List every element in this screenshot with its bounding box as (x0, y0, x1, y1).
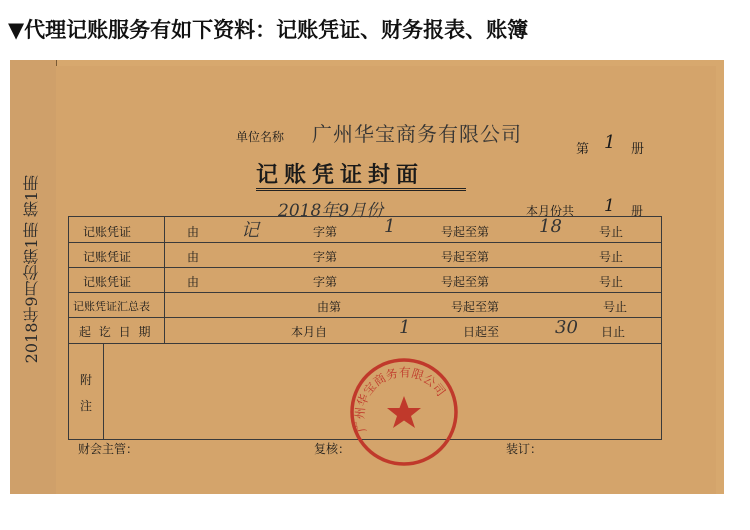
volume-label: 第 (576, 142, 590, 157)
voucher-cover-photo (10, 60, 724, 494)
table-row (69, 317, 661, 344)
row-from: 由第 (317, 300, 342, 314)
unit-name-label: 单位名称 (236, 130, 285, 144)
row-from: 由 (187, 275, 200, 289)
cover-title: 记账凭证封面 (256, 162, 425, 188)
row-label: 记账凭证 (83, 275, 132, 289)
row-word-no-value: 1 (384, 216, 396, 237)
binder-label: 装订： (506, 442, 543, 456)
period-end: 日止 (601, 325, 626, 339)
table-row (69, 292, 661, 318)
reviewer-label: 复核： (314, 442, 351, 456)
period-date: 2018年9月份 (278, 201, 384, 221)
month-count-label: 本月份共 (526, 204, 575, 218)
row-end: 号止 (599, 225, 624, 239)
row-end: 号止 (599, 250, 624, 264)
row-from: 由 (187, 225, 200, 239)
volume-unit: 册 (631, 142, 645, 157)
row-mid: 号起至第 (441, 225, 490, 239)
row-mid: 号起至第 (441, 250, 490, 264)
row-word-no: 字第 (313, 250, 338, 264)
period-from: 本月自 (291, 325, 328, 339)
seal-star-icon (387, 396, 421, 428)
row-word-no: 字第 (313, 275, 338, 289)
title-underline (256, 188, 466, 191)
attachment-label: 附注 (79, 373, 92, 413)
row-from-value: 记 (241, 220, 259, 241)
supervisor-label: 财会主管： (78, 442, 139, 456)
row-from: 由 (187, 250, 200, 264)
row-mid: 号起至第 (451, 300, 500, 314)
cover-page (56, 66, 716, 494)
table-row (69, 267, 661, 293)
table-row (69, 217, 661, 243)
volume-number: 1 (604, 132, 616, 153)
row-label: 记账凭证汇总表 (73, 300, 150, 313)
row-mid-value: 18 (539, 216, 562, 237)
headline: ▼代理记账服务有如下资料：记账凭证、财务报表、账簿 (8, 18, 529, 42)
period-from-value: 1 (399, 317, 411, 338)
period-mid: 日起至 (463, 325, 500, 339)
row-word-no: 字第 (313, 225, 338, 239)
row-label: 记账凭证 (83, 225, 132, 239)
company-seal (348, 356, 460, 468)
spine-label: 2018年9月份第1册 第1册 (22, 175, 41, 364)
unit-name-value: 广州华宝商务有限公司 (312, 122, 522, 146)
table-row (69, 242, 661, 268)
row-end: 号止 (603, 300, 628, 314)
month-count-value: 1 (604, 196, 615, 216)
month-count-unit: 册 (631, 204, 644, 218)
period-mid-value: 30 (555, 317, 578, 338)
row-label: 记账凭证 (83, 250, 132, 264)
seal-text-path: 广州华宝商务有限公司 (352, 365, 449, 434)
period-label: 起 讫 日 期 (79, 325, 153, 339)
binding-spine (10, 60, 57, 494)
row-mid: 号起至第 (441, 275, 490, 289)
row-end: 号止 (599, 275, 624, 289)
